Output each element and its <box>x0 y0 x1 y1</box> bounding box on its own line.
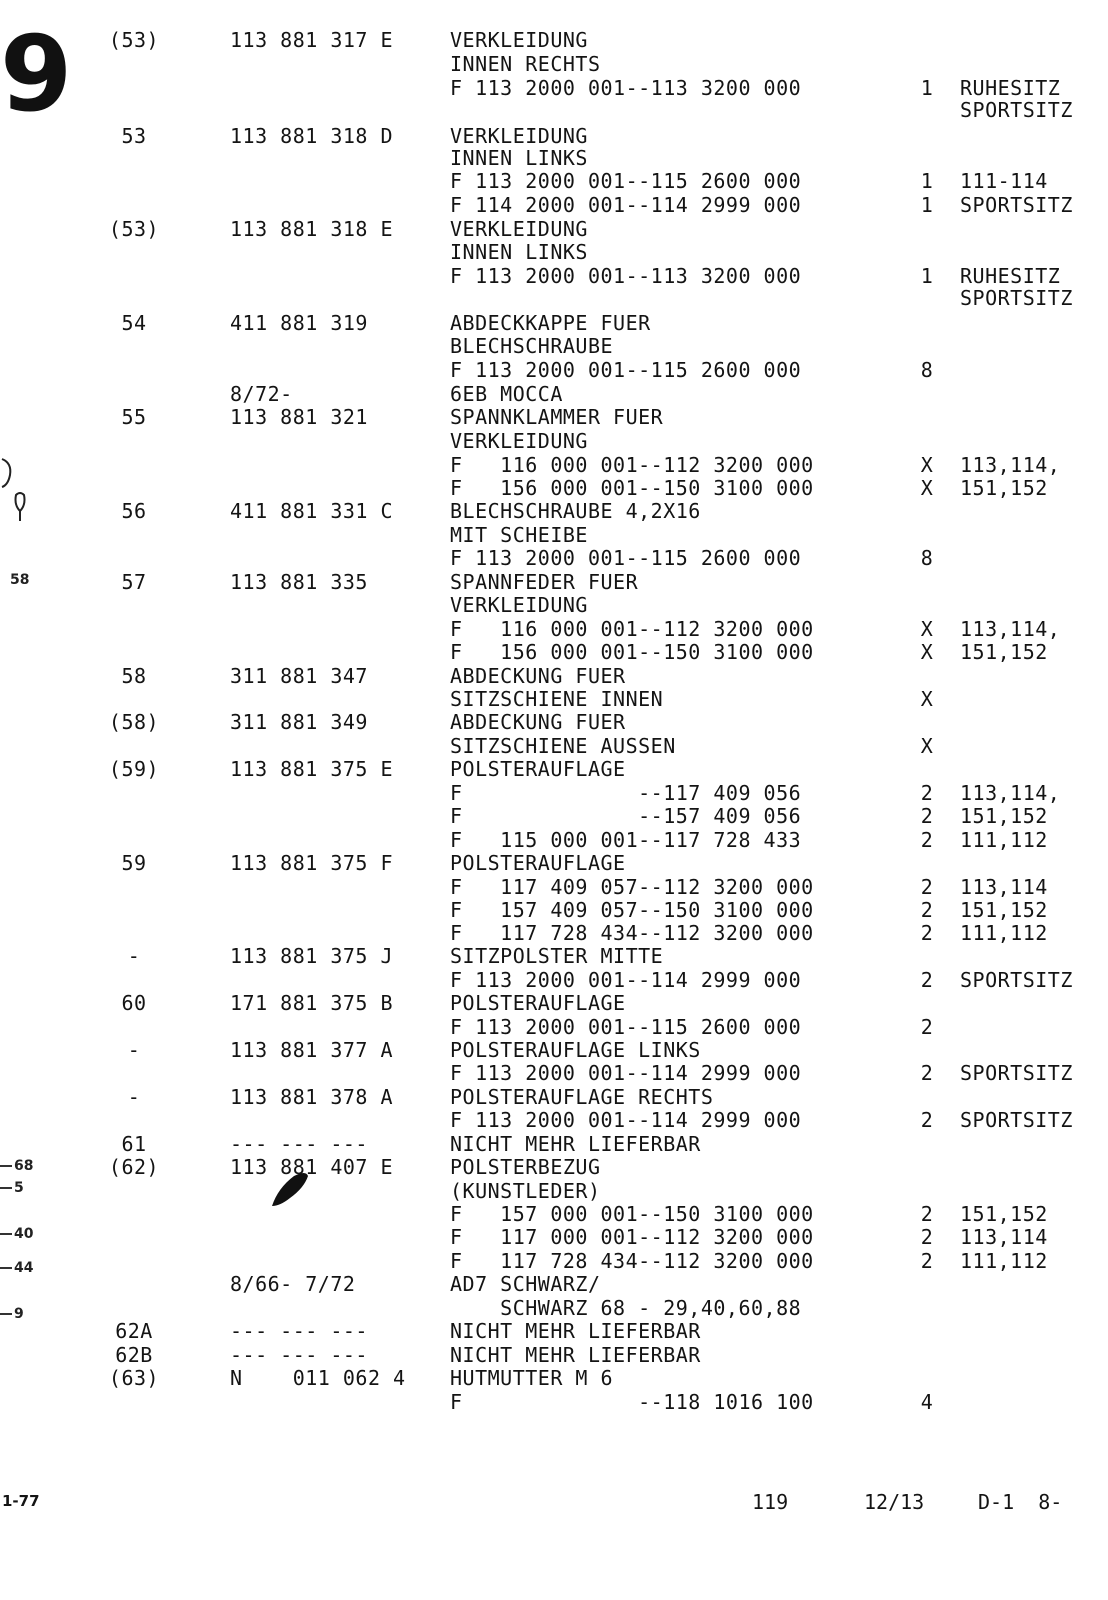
part-number: --- --- --- <box>230 1132 368 1156</box>
footer-page-number: 119 <box>752 1490 789 1514</box>
part-number: 113 881 317 E <box>230 28 394 52</box>
description: POLSTERAUFLAGE <box>450 851 626 875</box>
description: HUTMUTTER M 6 <box>450 1366 614 1390</box>
description: SITZSCHIENE INNEN <box>450 687 664 711</box>
part-number: 171 881 375 B <box>230 991 394 1015</box>
description: ABDECKKAPPE FUER <box>450 311 651 335</box>
quantity: 8 <box>920 546 934 570</box>
ref-label-40: 40 <box>0 1226 33 1242</box>
quantity: 2 <box>920 968 934 992</box>
description: F --117 409 056 <box>450 781 802 805</box>
quantity: X <box>920 734 934 758</box>
quantity: X <box>920 617 934 641</box>
quantity: 2 <box>920 1249 934 1273</box>
description: F 113 2000 001--115 2600 000 <box>450 169 802 193</box>
part-number: 113 881 407 E <box>230 1155 394 1179</box>
description: VERKLEIDUNG <box>450 28 588 52</box>
remark: 111-114 <box>960 169 1048 193</box>
description: VERKLEIDUNG <box>450 429 588 453</box>
description: F 157 409 057--150 3100 000 <box>450 898 814 922</box>
description: VERKLEIDUNG <box>450 593 588 617</box>
description: F 113 2000 001--115 2600 000 <box>450 1015 802 1039</box>
remark: 113,114, <box>960 617 1061 641</box>
footer-code: D-1 8- <box>978 1490 1063 1514</box>
remark: RUHESITZ <box>960 76 1061 100</box>
part-number: --- --- --- <box>230 1343 368 1367</box>
description: SITZSCHIENE AUSSEN <box>450 734 676 758</box>
description: POLSTERAUFLAGE LINKS <box>450 1038 701 1062</box>
description: POLSTERBEZUG <box>450 1155 601 1179</box>
description: F 115 000 001--117 728 433 <box>450 828 802 852</box>
quantity: 1 <box>920 264 934 288</box>
part-number: 113 881 377 A <box>230 1038 394 1062</box>
description: F 113 2000 001--114 2999 000 <box>450 1061 802 1085</box>
part-number: 411 881 319 <box>230 311 368 335</box>
description: INNEN LINKS <box>450 240 588 264</box>
quantity: X <box>920 687 934 711</box>
part-number: N 011 062 4 <box>230 1366 406 1390</box>
position-number: - <box>127 944 141 968</box>
position-number: (53) <box>108 217 160 241</box>
remark: 151,152 <box>960 476 1048 500</box>
description: POLSTERAUFLAGE <box>450 757 626 781</box>
description: MIT SCHEIBE <box>450 523 588 547</box>
position-number: 55 <box>121 405 147 429</box>
description: F 117 000 001--112 3200 000 <box>450 1225 814 1249</box>
description: F 113 2000 001--113 3200 000 <box>450 264 802 288</box>
part-number: 113 881 375 J <box>230 944 394 968</box>
remark: 151,152 <box>960 640 1048 664</box>
ref-label-68: 68 <box>0 1158 33 1174</box>
description: SPANNFEDER FUER <box>450 570 639 594</box>
quantity: 2 <box>920 1202 934 1226</box>
quantity: 2 <box>920 781 934 805</box>
description: F --157 409 056 <box>450 804 802 828</box>
remark: 113,114 <box>960 1225 1048 1249</box>
ref-label-58: 58 <box>10 572 30 588</box>
remark: 151,152 <box>960 804 1048 828</box>
position-number: 59 <box>121 851 147 875</box>
description: F 117 409 057--112 3200 000 <box>450 875 814 899</box>
position-number: 56 <box>121 499 147 523</box>
description: (KUNSTLEDER) <box>450 1179 601 1203</box>
quantity: 2 <box>920 1061 934 1085</box>
part-number: --- --- --- <box>230 1319 368 1343</box>
remark: SPORTSITZ <box>960 1108 1073 1132</box>
description: SCHWARZ 68 - 29,40,60,88 <box>450 1296 802 1320</box>
part-number: 113 881 375 F <box>230 851 394 875</box>
quantity: X <box>920 476 934 500</box>
remark: 113,114 <box>960 875 1048 899</box>
footer-group: 12/13 <box>864 1490 925 1514</box>
remark: 111,112 <box>960 828 1048 852</box>
remark: SPORTSITZ <box>960 1061 1073 1085</box>
description: F 157 000 001--150 3100 000 <box>450 1202 814 1226</box>
description: F 113 2000 001--114 2999 000 <box>450 968 802 992</box>
position-number: 62A <box>115 1319 153 1343</box>
description: NICHT MEHR LIEFERBAR <box>450 1132 701 1156</box>
description: ABDECKUNG FUER <box>450 664 626 688</box>
description: POLSTERAUFLAGE <box>450 991 626 1015</box>
position-number: (53) <box>108 28 160 52</box>
ref-label-44: 44 <box>0 1260 33 1276</box>
ref-label-5: 5 <box>0 1180 24 1196</box>
part-number: 113 881 375 E <box>230 757 394 781</box>
position-number: 58 <box>121 664 147 688</box>
position-number: 57 <box>121 570 147 594</box>
description: NICHT MEHR LIEFERBAR <box>450 1343 701 1367</box>
remark: 151,152 <box>960 898 1048 922</box>
remark: RUHESITZ <box>960 264 1061 288</box>
description: SPANNKLAMMER FUER <box>450 405 664 429</box>
description: F 117 728 434--112 3200 000 <box>450 921 814 945</box>
description: F 113 2000 001--115 2600 000 <box>450 546 802 570</box>
quantity: 2 <box>920 1015 934 1039</box>
description: POLSTERAUFLAGE RECHTS <box>450 1085 714 1109</box>
quantity: 2 <box>920 898 934 922</box>
remark: SPORTSITZ <box>960 968 1073 992</box>
position-number: (58) <box>108 710 160 734</box>
quantity: 2 <box>920 1108 934 1132</box>
position-number: 54 <box>121 311 147 335</box>
part-number: 8/66- 7/72 <box>230 1272 356 1296</box>
position-number: 60 <box>121 991 147 1015</box>
part-number: 113 881 318 E <box>230 217 394 241</box>
quantity: 1 <box>920 193 934 217</box>
quantity: 1 <box>920 76 934 100</box>
description: BLECHSCHRAUBE 4,2X16 <box>450 499 701 523</box>
leader-line-icon <box>0 1313 12 1315</box>
description: NICHT MEHR LIEFERBAR <box>450 1319 701 1343</box>
remark: 151,152 <box>960 1202 1048 1226</box>
description: F 113 2000 001--114 2999 000 <box>450 1108 802 1132</box>
description: SITZPOLSTER MITTE <box>450 944 664 968</box>
remark: 111,112 <box>960 921 1048 945</box>
description: F 156 000 001--150 3100 000 <box>450 476 814 500</box>
description: F 116 000 001--112 3200 000 <box>450 617 814 641</box>
leader-line-icon <box>0 1267 12 1269</box>
description: ABDECKUNG FUER <box>450 710 626 734</box>
quantity: 8 <box>920 358 934 382</box>
clip-illustration-icon <box>0 455 40 525</box>
footer-date: 1-77 <box>2 1492 40 1510</box>
position-number: - <box>127 1038 141 1062</box>
quantity: X <box>920 640 934 664</box>
position-number: 53 <box>121 124 147 148</box>
quantity: 2 <box>920 921 934 945</box>
part-number: 113 881 335 <box>230 570 368 594</box>
remark: SPORTSITZ <box>960 193 1073 217</box>
part-number: 113 881 321 <box>230 405 368 429</box>
part-number: 113 881 378 A <box>230 1085 394 1109</box>
leader-line-icon <box>0 1165 12 1167</box>
quantity: 2 <box>920 804 934 828</box>
description: INNEN LINKS <box>450 146 588 170</box>
quantity: 4 <box>920 1390 934 1414</box>
description: AD7 SCHWARZ/ <box>450 1272 601 1296</box>
position-number: (59) <box>108 757 160 781</box>
part-number: 113 881 318 D <box>230 124 394 148</box>
ref-label-9: 9 <box>0 1306 24 1322</box>
quantity: 2 <box>920 828 934 852</box>
remark: SPORTSITZ <box>960 98 1073 122</box>
description: F 114 2000 001--114 2999 000 <box>450 193 802 217</box>
position-number: (62) <box>108 1155 160 1179</box>
description: F 116 000 001--112 3200 000 <box>450 453 814 477</box>
quantity: 2 <box>920 875 934 899</box>
description: 6EB MOCCA <box>450 382 563 406</box>
description: BLECHSCHRAUBE <box>450 334 614 358</box>
description: F 117 728 434--112 3200 000 <box>450 1249 814 1273</box>
position-number: 61 <box>121 1132 147 1156</box>
description: INNEN RECHTS <box>450 52 601 76</box>
part-number: 411 881 331 C <box>230 499 394 523</box>
description: VERKLEIDUNG <box>450 124 588 148</box>
leader-line-icon <box>0 1187 12 1189</box>
remark: SPORTSITZ <box>960 286 1073 310</box>
quantity: X <box>920 453 934 477</box>
part-number: 311 881 349 <box>230 710 368 734</box>
description: F 156 000 001--150 3100 000 <box>450 640 814 664</box>
position-number: (63) <box>108 1366 160 1390</box>
remark: 113,114, <box>960 453 1061 477</box>
part-number: 8/72- <box>230 382 293 406</box>
quantity: 1 <box>920 169 934 193</box>
description: F 113 2000 001--115 2600 000 <box>450 358 802 382</box>
remark: 113,114, <box>960 781 1061 805</box>
section-number: 9 <box>0 13 73 135</box>
position-number: 62B <box>115 1343 153 1367</box>
part-number: 311 881 347 <box>230 664 368 688</box>
description: VERKLEIDUNG <box>450 217 588 241</box>
remark: 111,112 <box>960 1249 1048 1273</box>
description: F --118 1016 100 <box>450 1390 814 1414</box>
leader-line-icon <box>0 1233 12 1235</box>
description: F 113 2000 001--113 3200 000 <box>450 76 802 100</box>
quantity: 2 <box>920 1225 934 1249</box>
position-number: - <box>127 1085 141 1109</box>
